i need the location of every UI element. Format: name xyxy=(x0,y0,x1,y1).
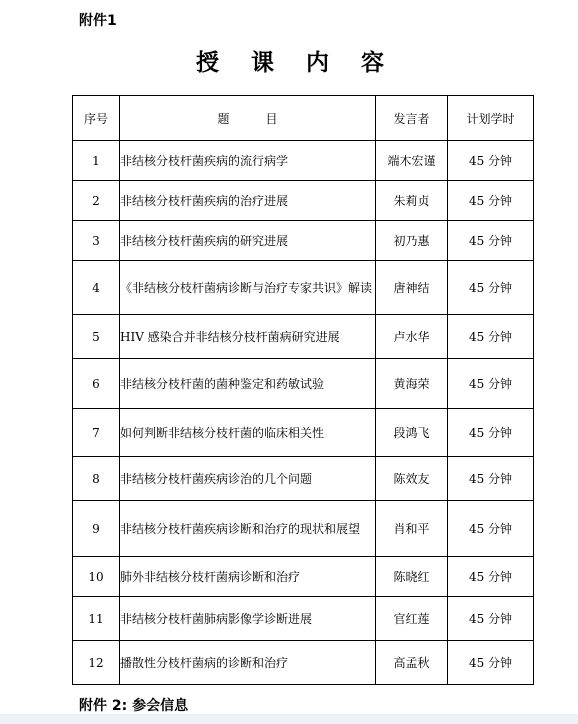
column-header-speaker: 发言者 xyxy=(376,96,448,141)
row-number: 4 xyxy=(73,261,120,315)
row-speaker: 段鸿飞 xyxy=(376,409,448,457)
document-title: 授 课 内 容 xyxy=(195,50,397,76)
row-number: 2 xyxy=(73,181,120,221)
row-speaker: 陈效友 xyxy=(376,457,448,501)
row-hours: 45 分钟 xyxy=(448,597,534,641)
row-hours: 45 分钟 xyxy=(448,501,534,557)
row-number: 6 xyxy=(73,359,120,409)
row-speaker: 黄海荣 xyxy=(376,359,448,409)
attachment-2-label: 附件 2: 参会信息 xyxy=(79,698,189,714)
row-hours: 45 分钟 xyxy=(448,409,534,457)
column-header-hours: 计划学时 xyxy=(448,96,534,141)
row-topic: 非结核分枝杆菌疾病诊治的几个问题 xyxy=(120,457,376,501)
row-topic: 非结核分枝杆菌疾病的治疗进展 xyxy=(120,181,376,221)
row-hours: 45 分钟 xyxy=(448,221,534,261)
row-number: 7 xyxy=(73,409,120,457)
row-number: 12 xyxy=(73,641,120,685)
row-speaker: 初乃惠 xyxy=(376,221,448,261)
table-row xyxy=(73,359,534,409)
row-topic: 如何判断非结核分枝杆菌的临床相关性 xyxy=(120,409,376,457)
row-speaker: 官红莲 xyxy=(376,597,448,641)
course-schedule-table xyxy=(72,95,534,685)
row-topic: HIV 感染合并非结核分枝杆菌病研究进展 xyxy=(120,315,376,359)
table-row xyxy=(73,501,534,557)
row-topic: 非结核分枝杆菌的菌种鉴定和药敏试验 xyxy=(120,359,376,409)
row-number: 1 xyxy=(73,141,120,181)
row-speaker: 高孟秋 xyxy=(376,641,448,685)
row-hours: 45 分钟 xyxy=(448,141,534,181)
row-hours: 45 分钟 xyxy=(448,181,534,221)
row-number: 10 xyxy=(73,557,120,597)
row-hours: 45 分钟 xyxy=(448,315,534,359)
row-topic: 播散性分枝杆菌病的诊断和治疗 xyxy=(120,641,376,685)
row-speaker: 端木宏谨 xyxy=(376,141,448,181)
row-topic: 非结核分枝杆菌疾病诊断和治疗的现状和展望 xyxy=(120,501,376,557)
row-hours: 45 分钟 xyxy=(448,641,534,685)
table-row xyxy=(73,221,534,261)
row-hours: 45 分钟 xyxy=(448,557,534,597)
row-topic: 肺外非结核分枝杆菌病诊断和治疗 xyxy=(120,557,376,597)
table-row xyxy=(73,457,534,501)
row-speaker: 肖和平 xyxy=(376,501,448,557)
row-hours: 45 分钟 xyxy=(448,359,534,409)
row-speaker: 陈晓红 xyxy=(376,557,448,597)
table-row xyxy=(73,261,534,315)
table-row xyxy=(73,597,534,641)
row-topic: 非结核分枝杆菌肺病影像学诊断进展 xyxy=(120,597,376,641)
row-number: 8 xyxy=(73,457,120,501)
table-row xyxy=(73,641,534,685)
row-number: 9 xyxy=(73,501,120,557)
table-row xyxy=(73,557,534,597)
row-hours: 45 分钟 xyxy=(448,457,534,501)
row-topic: 非结核分枝杆菌疾病的流行病学 xyxy=(120,141,376,181)
table-row xyxy=(73,315,534,359)
row-speaker: 卢水华 xyxy=(376,315,448,359)
row-number: 3 xyxy=(73,221,120,261)
page-bottom-strip xyxy=(0,714,578,724)
column-header-number: 序号 xyxy=(73,96,120,141)
row-hours: 45 分钟 xyxy=(448,261,534,315)
row-topic: 非结核分枝杆菌疾病的研究进展 xyxy=(120,221,376,261)
table-header-row xyxy=(73,96,534,141)
row-number: 5 xyxy=(73,315,120,359)
table-row xyxy=(73,181,534,221)
row-topic: 《非结核分枝杆菌病诊断与治疗专家共识》解读 xyxy=(120,261,376,315)
column-header-topic: 题 目 xyxy=(120,96,376,141)
table-body xyxy=(73,141,534,685)
attachment-1-label: 附件1 xyxy=(79,13,117,29)
table-row xyxy=(73,141,534,181)
row-speaker: 朱莉贞 xyxy=(376,181,448,221)
row-number: 11 xyxy=(73,597,120,641)
table-row xyxy=(73,409,534,457)
row-speaker: 唐神结 xyxy=(376,261,448,315)
